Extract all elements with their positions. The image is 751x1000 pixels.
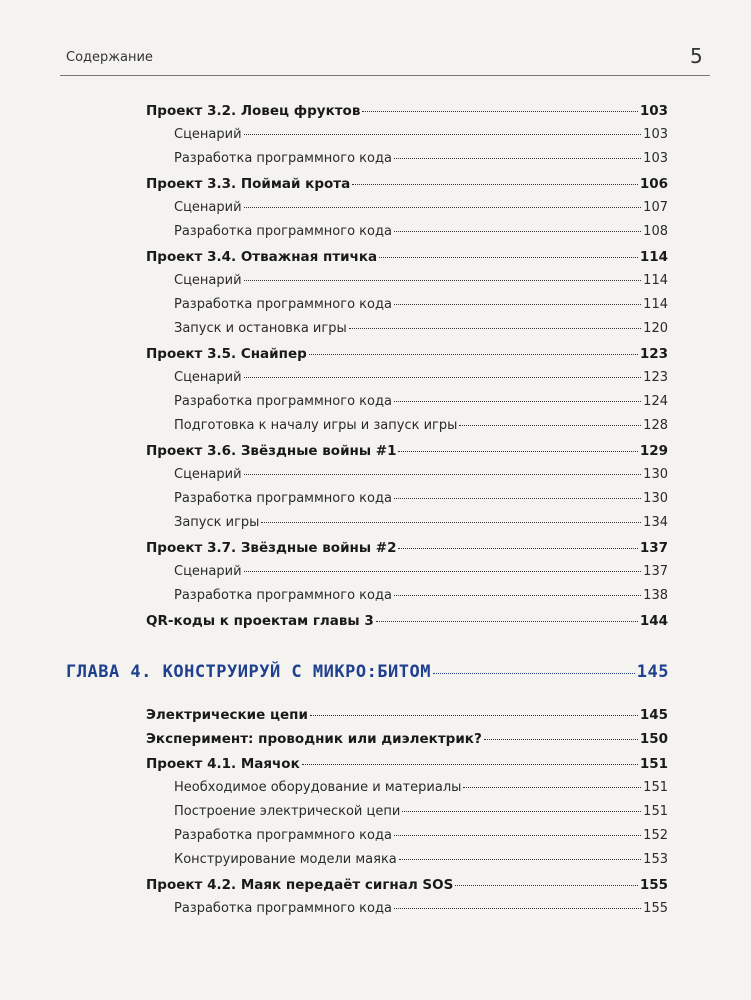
toc-entry-title: QR-коды к проектам главы 3	[146, 613, 374, 629]
toc-entry-title: Необходимое оборудование и материалы	[174, 780, 462, 795]
toc-section-entry	[146, 346, 668, 362]
dot-leader	[394, 835, 641, 836]
toc-section-entry	[146, 731, 668, 747]
toc-entry-title: Проект 3.6. Звёздные войны #1	[146, 443, 397, 459]
toc-entry-page: 129	[639, 443, 668, 459]
toc-entry-title: ГЛАВА 4. КОНСТРУИРУЙ С МИКРО:БИТОМ	[66, 662, 431, 682]
dot-leader	[484, 739, 638, 740]
toc-entry-title: Разработка программного кода	[174, 394, 392, 409]
dot-leader	[398, 548, 637, 549]
toc-subsection-entry	[174, 297, 668, 312]
dot-leader	[244, 377, 642, 378]
toc-subsection-entry	[174, 370, 668, 385]
toc-entry-title: Построение электрической цепи	[174, 804, 401, 819]
toc-section-entry	[146, 103, 668, 119]
toc-entry-page: 152	[643, 828, 668, 843]
dot-leader	[455, 885, 637, 886]
dot-leader	[244, 571, 642, 572]
toc-entry-page: 151	[643, 804, 668, 819]
dot-leader	[244, 207, 642, 208]
toc-entry-title: Проект 3.5. Снайпер	[146, 346, 307, 362]
toc-entry-title: Проект 3.7. Звёздные войны #2	[146, 540, 397, 556]
toc-entry-page: 137	[639, 540, 668, 556]
dot-leader	[244, 280, 642, 281]
dot-leader	[362, 111, 637, 112]
dot-leader	[394, 304, 641, 305]
toc-subsection-entry	[174, 273, 668, 288]
dot-leader	[394, 908, 641, 909]
dot-leader	[394, 401, 641, 402]
running-header-title: Содержание	[66, 50, 153, 65]
toc-entry-page: 123	[639, 346, 668, 362]
toc-entry-page: 107	[643, 200, 668, 215]
toc-entry-title: Проект 4.1. Маячок	[146, 756, 300, 772]
toc-section-entry	[146, 249, 668, 265]
dot-leader	[352, 184, 638, 185]
toc-entry-page: 145	[636, 662, 669, 682]
dot-leader	[309, 354, 638, 355]
toc-entry-page: 153	[643, 852, 668, 867]
dot-leader	[379, 257, 638, 258]
toc-entry-title: Разработка программного кода	[174, 901, 392, 916]
toc-entry-title: Сценарий	[174, 467, 242, 482]
toc-subsection-entry	[174, 901, 668, 916]
toc-subsection-entry	[174, 491, 668, 506]
dot-leader	[261, 522, 641, 523]
toc-entry-title: Разработка программного кода	[174, 588, 392, 603]
toc-entry-title: Проект 3.2. Ловец фруктов	[146, 103, 361, 119]
toc-entry-title: Эксперимент: проводник или диэлектрик?	[146, 731, 482, 747]
toc-subsection-entry	[174, 515, 668, 530]
dot-leader	[394, 595, 641, 596]
toc-entry-page: 155	[639, 877, 668, 893]
toc-section-entry	[146, 756, 668, 772]
toc-entry-page: 106	[639, 176, 668, 192]
toc-entry-title: Подготовка к началу игры и запуск игры	[174, 418, 458, 433]
toc-entry-title: Конструирование модели маяка	[174, 852, 397, 867]
toc-subsection-entry	[174, 127, 668, 142]
toc-chapter-heading	[66, 662, 669, 682]
toc-entry-title: Сценарий	[174, 273, 242, 288]
toc-entry-page: 103	[643, 151, 668, 166]
toc-entry-title: Запуск игры	[174, 515, 260, 530]
toc-entry-title: Разработка программного кода	[174, 828, 392, 843]
dot-leader	[376, 621, 638, 622]
dot-leader	[302, 764, 638, 765]
toc-entry-page: 103	[639, 103, 668, 119]
dot-leader	[349, 328, 641, 329]
toc-entry-page: 144	[639, 613, 668, 629]
dot-leader	[244, 474, 642, 475]
toc-entry-title: Сценарий	[174, 200, 242, 215]
toc-section-entry	[146, 443, 668, 459]
toc-section-entry	[146, 877, 668, 893]
toc-subsection-entry	[174, 467, 668, 482]
toc-entry-page: 130	[643, 467, 668, 482]
toc-subsection-entry	[174, 224, 668, 239]
dot-leader	[398, 451, 637, 452]
toc-entry-page: 103	[643, 127, 668, 142]
toc-entry-title: Разработка программного кода	[174, 151, 392, 166]
toc-subsection-entry	[174, 828, 668, 843]
page-number: 5	[690, 44, 703, 68]
toc-section-entry	[146, 540, 668, 556]
toc-entry-title: Сценарий	[174, 370, 242, 385]
toc-subsection-entry	[174, 200, 668, 215]
toc-subsection-entry	[174, 151, 668, 166]
toc-entry-page: 138	[643, 588, 668, 603]
toc-entry-title: Разработка программного кода	[174, 224, 392, 239]
toc-entry-page: 130	[643, 491, 668, 506]
dot-leader	[402, 811, 641, 812]
toc-section-entry	[146, 613, 668, 629]
toc-entry-title: Разработка программного кода	[174, 297, 392, 312]
toc-section-entry	[146, 176, 668, 192]
toc-entry-page: 155	[643, 901, 668, 916]
dot-leader	[433, 673, 635, 674]
toc-subsection-entry	[174, 418, 668, 433]
toc-subsection-entry	[174, 852, 668, 867]
dot-leader	[399, 859, 641, 860]
toc-subsection-entry	[174, 780, 668, 795]
toc-entry-title: Проект 3.4. Отважная птичка	[146, 249, 378, 265]
toc-section-entry	[146, 707, 668, 723]
toc-entry-page: 114	[639, 249, 668, 265]
toc-entry-title: Электрические цепи	[146, 707, 308, 723]
toc-entry-page: 128	[643, 418, 668, 433]
toc-entry-title: Разработка программного кода	[174, 491, 392, 506]
toc-entry-page: 150	[639, 731, 668, 747]
toc-subsection-entry	[174, 588, 668, 603]
toc-entry-title: Сценарий	[174, 564, 242, 579]
toc-entry-title: Запуск и остановка игры	[174, 321, 347, 336]
dot-leader	[459, 425, 641, 426]
toc-entry-page: 134	[643, 515, 668, 530]
dot-leader	[394, 498, 641, 499]
toc-entry-page: 151	[639, 756, 668, 772]
toc-entry-page: 145	[639, 707, 668, 723]
toc-entry-title: Проект 4.2. Маяк передаёт сигнал SOS	[146, 877, 454, 893]
dot-leader	[394, 158, 641, 159]
dot-leader	[244, 134, 642, 135]
toc-entry-page: 114	[643, 297, 668, 312]
toc-subsection-entry	[174, 321, 668, 336]
toc-entry-page: 123	[643, 370, 668, 385]
dot-leader	[463, 787, 641, 788]
toc-entry-title: Сценарий	[174, 127, 242, 142]
toc-subsection-entry	[174, 564, 668, 579]
toc-subsection-entry	[174, 804, 668, 819]
dot-leader	[310, 715, 638, 716]
header-divider	[60, 75, 710, 76]
toc-entry-page: 120	[643, 321, 668, 336]
toc-entry-page: 137	[643, 564, 668, 579]
dot-leader	[394, 231, 641, 232]
toc-entry-page: 124	[643, 394, 668, 409]
toc-entry-page: 108	[643, 224, 668, 239]
toc-entry-page: 151	[643, 780, 668, 795]
toc-subsection-entry	[174, 394, 668, 409]
toc-entry-page: 114	[643, 273, 668, 288]
toc-entry-title: Проект 3.3. Поймай крота	[146, 176, 351, 192]
